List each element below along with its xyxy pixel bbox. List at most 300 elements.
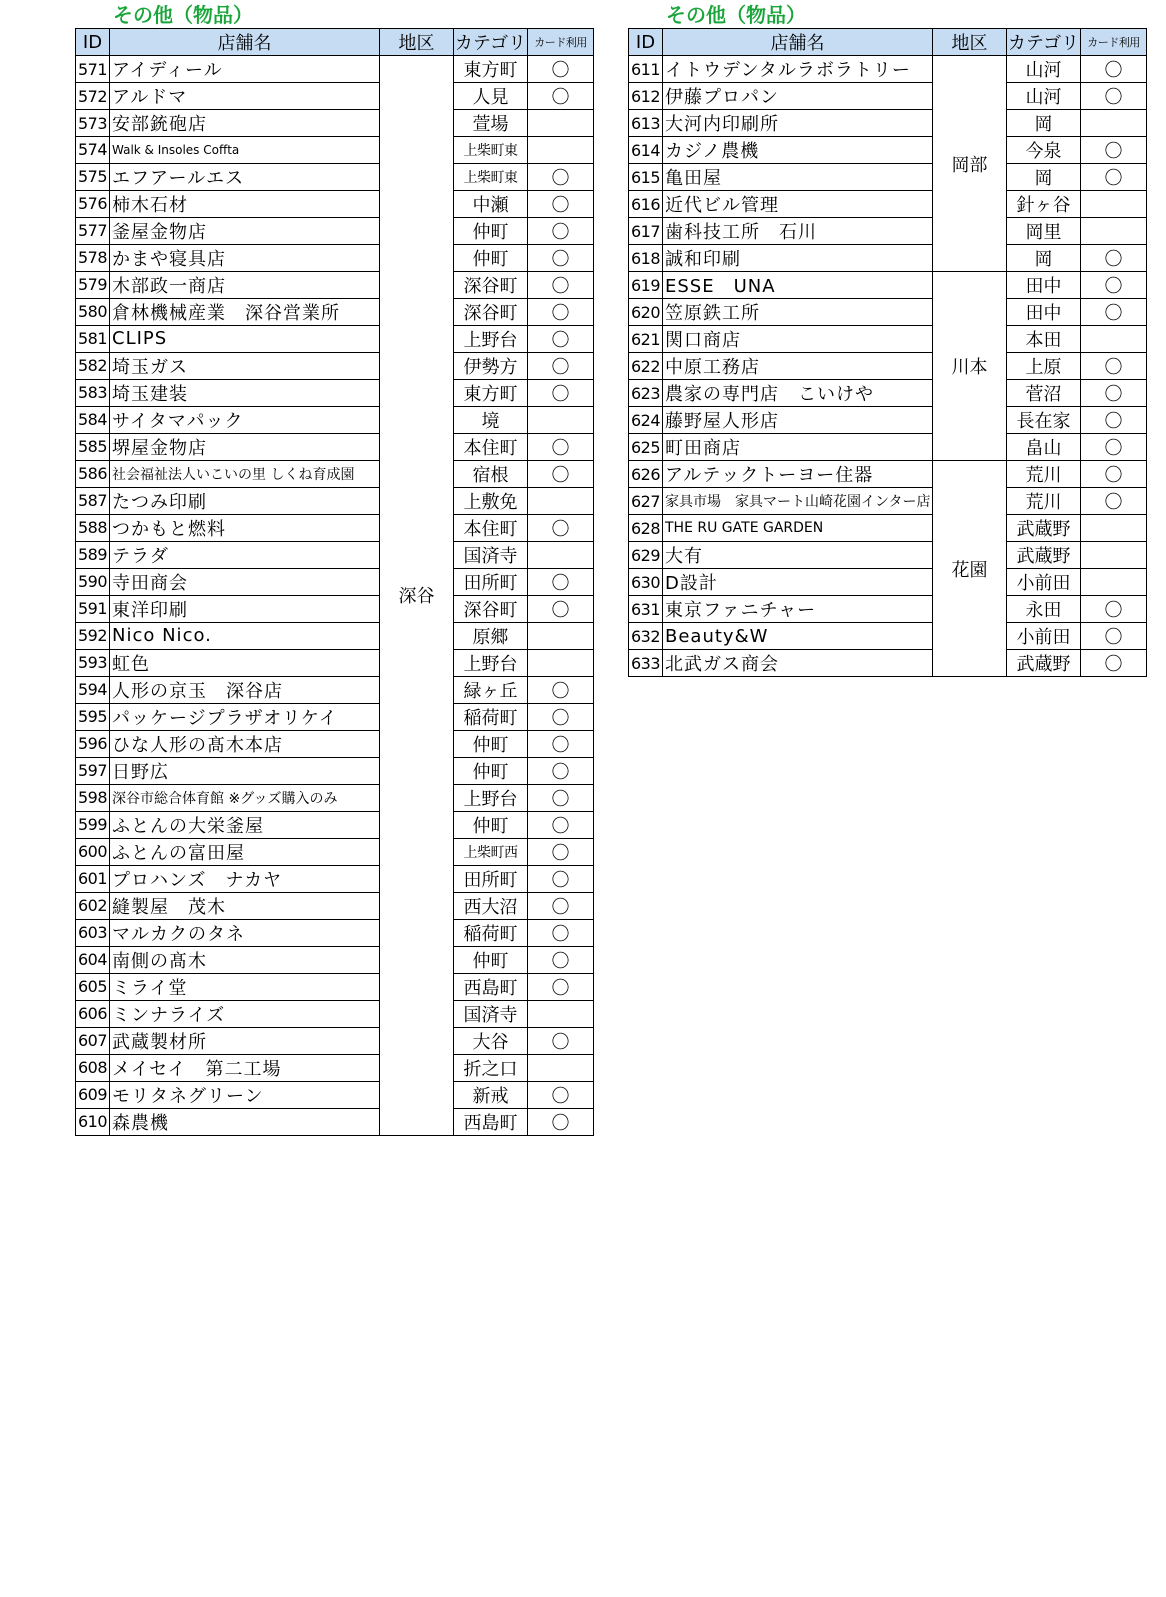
row-id: 587	[76, 487, 110, 514]
store-name: 社会福祉法人いこいの里 しくね育成園	[110, 460, 380, 487]
table-row	[629, 110, 1147, 137]
row-id: 603	[76, 919, 110, 946]
store-name: 歯科技工所 石川	[663, 218, 933, 245]
right-section	[628, 0, 1146, 677]
row-id: 575	[76, 163, 110, 190]
header-store-name: 店舗名	[663, 29, 933, 56]
row-id: 605	[76, 973, 110, 1000]
store-name: THE RU GATE GARDEN	[663, 515, 933, 542]
row-id: 578	[76, 244, 110, 271]
category-cell: 永田	[1007, 596, 1081, 623]
category-cell: 小前田	[1007, 623, 1081, 650]
card-usage-cell: 〇	[1081, 137, 1147, 164]
row-id: 593	[76, 649, 110, 676]
category-cell: 上柴町西	[454, 838, 528, 865]
table-row	[76, 1054, 594, 1081]
row-id: 632	[629, 623, 663, 650]
category-cell: 伊勢方	[454, 352, 528, 379]
row-id: 629	[629, 542, 663, 569]
category-cell: 西大沼	[454, 892, 528, 919]
table-row	[629, 326, 1147, 353]
card-usage-cell: 〇	[528, 784, 594, 811]
table-row	[629, 164, 1147, 191]
table-row	[76, 110, 594, 137]
card-usage-cell: 〇	[528, 514, 594, 541]
store-name: モリタネグリーン	[110, 1081, 380, 1108]
table-row	[76, 217, 594, 244]
store-name: 南側の髙木	[110, 946, 380, 973]
card-usage-cell	[1081, 326, 1147, 353]
card-usage-cell: 〇	[1081, 56, 1147, 83]
card-usage-cell: 〇	[528, 595, 594, 622]
store-name: 日野広	[110, 757, 380, 784]
card-usage-cell	[528, 406, 594, 433]
category-cell: 萱場	[454, 110, 528, 137]
row-id: 622	[629, 353, 663, 380]
table-row	[76, 1027, 594, 1054]
card-usage-cell	[528, 137, 594, 164]
store-name: つかもと燃料	[110, 514, 380, 541]
card-usage-cell: 〇	[528, 298, 594, 325]
card-usage-cell: 〇	[1081, 650, 1147, 677]
card-usage-cell: 〇	[528, 163, 594, 190]
store-name: 倉林機械産業 深谷営業所	[110, 298, 380, 325]
table-row	[76, 865, 594, 892]
category-cell: 新戒	[454, 1081, 528, 1108]
category-cell: 岡	[1007, 164, 1081, 191]
table-header-row	[76, 29, 594, 56]
row-id: 582	[76, 352, 110, 379]
table-row	[629, 56, 1147, 83]
card-usage-cell: 〇	[528, 244, 594, 271]
store-name: メイセイ 第二工場	[110, 1054, 380, 1081]
category-cell: 原郷	[454, 622, 528, 649]
row-id: 627	[629, 488, 663, 515]
table-row	[76, 703, 594, 730]
category-cell: 人見	[454, 83, 528, 110]
row-id: 623	[629, 380, 663, 407]
row-id: 601	[76, 865, 110, 892]
store-name: ESSE UNA	[663, 272, 933, 299]
store-name: マルカクのタネ	[110, 919, 380, 946]
category-cell: 岡里	[1007, 218, 1081, 245]
table-row	[76, 811, 594, 838]
table-row	[76, 1000, 594, 1027]
store-name: 釜屋金物店	[110, 217, 380, 244]
store-name: アイディール	[110, 56, 380, 83]
table-row	[76, 973, 594, 1000]
category-cell: 岡	[1007, 245, 1081, 272]
category-cell: 宿根	[454, 460, 528, 487]
card-usage-cell	[1081, 191, 1147, 218]
header-area: 地区	[933, 29, 1007, 56]
row-id: 591	[76, 595, 110, 622]
category-cell: 上柴町東	[454, 137, 528, 164]
table-row	[76, 433, 594, 460]
row-id: 611	[629, 56, 663, 83]
store-name: 木部政一商店	[110, 271, 380, 298]
table-row	[76, 379, 594, 406]
row-id: 608	[76, 1054, 110, 1081]
store-name: 埼玉ガス	[110, 352, 380, 379]
row-id: 581	[76, 325, 110, 352]
table-row	[76, 541, 594, 568]
category-cell: 菅沼	[1007, 380, 1081, 407]
category-cell: 田中	[1007, 272, 1081, 299]
card-usage-cell: 〇	[528, 676, 594, 703]
row-id: 613	[629, 110, 663, 137]
category-cell: 折之口	[454, 1054, 528, 1081]
store-name: 埼玉建装	[110, 379, 380, 406]
store-name: 家具市場 家具マート山崎花園インター店	[663, 488, 933, 515]
card-usage-cell: 〇	[528, 56, 594, 83]
store-name: 東京ファニチャー	[663, 596, 933, 623]
category-cell: 上野台	[454, 784, 528, 811]
card-usage-cell	[528, 487, 594, 514]
row-id: 572	[76, 83, 110, 110]
store-name: D設計	[663, 569, 933, 596]
category-cell: 仲町	[454, 730, 528, 757]
category-cell: 武蔵野	[1007, 650, 1081, 677]
card-usage-cell: 〇	[528, 1108, 594, 1135]
store-name: パッケージプラザオリケイ	[110, 703, 380, 730]
category-cell: 田中	[1007, 299, 1081, 326]
card-usage-cell	[528, 649, 594, 676]
store-name: 武蔵製材所	[110, 1027, 380, 1054]
store-name: 安部銃砲店	[110, 110, 380, 137]
store-name: エフアールエス	[110, 163, 380, 190]
category-cell: 緑ヶ丘	[454, 676, 528, 703]
category-cell: 大谷	[454, 1027, 528, 1054]
store-name: 大河内印刷所	[663, 110, 933, 137]
card-usage-cell: 〇	[1081, 596, 1147, 623]
table-row	[76, 622, 594, 649]
category-cell: 中瀬	[454, 190, 528, 217]
header-category: カテゴリ	[454, 29, 528, 56]
category-cell: 仲町	[454, 757, 528, 784]
row-id: 574	[76, 137, 110, 164]
table-row	[629, 137, 1147, 164]
table-row	[629, 596, 1147, 623]
card-usage-cell	[1081, 515, 1147, 542]
store-name: Walk & Insoles Coffta	[110, 137, 380, 164]
store-name: Beauty&W	[663, 623, 933, 650]
card-usage-cell	[528, 110, 594, 137]
store-name: かまや寝具店	[110, 244, 380, 271]
header-id: ID	[629, 29, 663, 56]
section-title: その他（物品）	[113, 3, 253, 27]
row-id: 590	[76, 568, 110, 595]
store-name: 近代ビル管理	[663, 191, 933, 218]
store-name: ふとんの大栄釜屋	[110, 811, 380, 838]
table-row	[76, 649, 594, 676]
card-usage-cell: 〇	[1081, 272, 1147, 299]
table-row	[76, 56, 594, 83]
store-name: イトウデンタルラボラトリー	[663, 56, 933, 83]
row-id: 620	[629, 299, 663, 326]
table-row	[76, 919, 594, 946]
category-cell: 上野台	[454, 325, 528, 352]
header-store-name: 店舗名	[110, 29, 380, 56]
store-name: 虹色	[110, 649, 380, 676]
table-header-row	[629, 29, 1147, 56]
category-cell: 長在家	[1007, 407, 1081, 434]
card-usage-cell: 〇	[528, 190, 594, 217]
table-row	[76, 595, 594, 622]
row-id: 580	[76, 298, 110, 325]
store-name: 柿木石材	[110, 190, 380, 217]
table-row	[629, 650, 1147, 677]
row-id: 585	[76, 433, 110, 460]
store-name: アルテックトーヨー住器	[663, 461, 933, 488]
table-row	[76, 298, 594, 325]
row-id: 610	[76, 1108, 110, 1135]
row-id: 598	[76, 784, 110, 811]
row-id: 607	[76, 1027, 110, 1054]
store-name: 人形の京玉 深谷店	[110, 676, 380, 703]
card-usage-cell: 〇	[1081, 299, 1147, 326]
table-row	[76, 838, 594, 865]
table-row	[629, 515, 1147, 542]
card-usage-cell: 〇	[528, 811, 594, 838]
area-cell: 岡部	[933, 56, 1007, 272]
row-id: 602	[76, 892, 110, 919]
card-usage-cell: 〇	[528, 1027, 594, 1054]
table-row	[76, 163, 594, 190]
category-cell: 山河	[1007, 56, 1081, 83]
row-id: 576	[76, 190, 110, 217]
card-usage-cell	[528, 622, 594, 649]
table-row	[76, 244, 594, 271]
category-cell: 上野台	[454, 649, 528, 676]
store-name: ミンナライズ	[110, 1000, 380, 1027]
table-row	[76, 514, 594, 541]
row-id: 621	[629, 326, 663, 353]
category-cell: 本田	[1007, 326, 1081, 353]
card-usage-cell: 〇	[528, 703, 594, 730]
table-row	[629, 380, 1147, 407]
table-row	[76, 352, 594, 379]
category-cell: 境	[454, 406, 528, 433]
store-name: 関口商店	[663, 326, 933, 353]
store-name: ふとんの富田屋	[110, 838, 380, 865]
store-name: 堺屋金物店	[110, 433, 380, 460]
category-cell: 西島町	[454, 1108, 528, 1135]
table-row	[76, 676, 594, 703]
table-row	[629, 299, 1147, 326]
card-usage-cell: 〇	[528, 865, 594, 892]
card-usage-cell: 〇	[1081, 83, 1147, 110]
table-row	[629, 272, 1147, 299]
store-name: 農家の専門店 こいけや	[663, 380, 933, 407]
table-row	[76, 1108, 594, 1135]
category-cell: 山河	[1007, 83, 1081, 110]
table-row	[76, 190, 594, 217]
category-cell: 稲荷町	[454, 919, 528, 946]
card-usage-cell	[1081, 542, 1147, 569]
category-cell: 本住町	[454, 514, 528, 541]
table-row	[76, 406, 594, 433]
row-id: 625	[629, 434, 663, 461]
card-usage-cell: 〇	[528, 460, 594, 487]
row-id: 573	[76, 110, 110, 137]
row-id: 633	[629, 650, 663, 677]
card-usage-cell: 〇	[1081, 434, 1147, 461]
row-id: 600	[76, 838, 110, 865]
card-usage-cell	[1081, 110, 1147, 137]
header-category: カテゴリ	[1007, 29, 1081, 56]
section-title: その他（物品）	[666, 3, 806, 27]
row-id: 619	[629, 272, 663, 299]
row-id: 596	[76, 730, 110, 757]
card-usage-cell: 〇	[528, 433, 594, 460]
category-cell: 小前田	[1007, 569, 1081, 596]
table-row	[629, 569, 1147, 596]
row-id: 606	[76, 1000, 110, 1027]
table-row	[629, 542, 1147, 569]
category-cell: 稲荷町	[454, 703, 528, 730]
row-id: 615	[629, 164, 663, 191]
card-usage-cell: 〇	[528, 271, 594, 298]
card-usage-cell: 〇	[528, 892, 594, 919]
store-name: たつみ印刷	[110, 487, 380, 514]
table-row	[629, 245, 1147, 272]
category-cell: 武蔵野	[1007, 515, 1081, 542]
card-usage-cell: 〇	[1081, 380, 1147, 407]
table-row	[76, 946, 594, 973]
row-id: 618	[629, 245, 663, 272]
category-cell: 武蔵野	[1007, 542, 1081, 569]
table-row	[76, 137, 594, 164]
table-row	[76, 83, 594, 110]
card-usage-cell: 〇	[1081, 353, 1147, 380]
card-usage-cell: 〇	[528, 568, 594, 595]
table-row	[76, 1081, 594, 1108]
card-usage-cell: 〇	[528, 838, 594, 865]
category-cell: 東方町	[454, 56, 528, 83]
store-name: アルドマ	[110, 83, 380, 110]
row-id: 592	[76, 622, 110, 649]
store-name: 寺田商会	[110, 568, 380, 595]
row-id: 595	[76, 703, 110, 730]
table-row	[629, 623, 1147, 650]
header-area: 地区	[380, 29, 454, 56]
card-usage-cell: 〇	[1081, 623, 1147, 650]
store-name: サイタマパック	[110, 406, 380, 433]
store-name: 伊藤プロパン	[663, 83, 933, 110]
card-usage-cell: 〇	[528, 757, 594, 784]
category-cell: 国済寺	[454, 1000, 528, 1027]
category-cell: 上原	[1007, 353, 1081, 380]
store-name: 亀田屋	[663, 164, 933, 191]
table-row	[629, 434, 1147, 461]
card-usage-cell: 〇	[1081, 245, 1147, 272]
table-row	[76, 271, 594, 298]
card-usage-cell: 〇	[528, 730, 594, 757]
category-cell: 荒川	[1007, 488, 1081, 515]
store-table	[75, 28, 594, 1136]
row-id: 624	[629, 407, 663, 434]
row-id: 609	[76, 1081, 110, 1108]
card-usage-cell: 〇	[528, 973, 594, 1000]
category-cell: 畠山	[1007, 434, 1081, 461]
store-name: カジノ農機	[663, 137, 933, 164]
table-row	[629, 218, 1147, 245]
store-name: 笠原鉄工所	[663, 299, 933, 326]
card-usage-cell: 〇	[528, 1081, 594, 1108]
table-row	[76, 568, 594, 595]
card-usage-cell	[1081, 218, 1147, 245]
category-cell: 上敷免	[454, 487, 528, 514]
row-id: 586	[76, 460, 110, 487]
table-row	[629, 191, 1147, 218]
row-id: 571	[76, 56, 110, 83]
card-usage-cell: 〇	[528, 919, 594, 946]
table-row	[76, 487, 594, 514]
card-usage-cell: 〇	[528, 946, 594, 973]
category-cell: 仲町	[454, 946, 528, 973]
category-cell: 荒川	[1007, 461, 1081, 488]
row-id: 599	[76, 811, 110, 838]
card-usage-cell	[1081, 569, 1147, 596]
row-id: 614	[629, 137, 663, 164]
table-row	[629, 83, 1147, 110]
store-name: CLIPS	[110, 325, 380, 352]
row-id: 630	[629, 569, 663, 596]
row-id: 584	[76, 406, 110, 433]
row-id: 594	[76, 676, 110, 703]
store-name: 深谷市総合体育館 ※グッズ購入のみ	[110, 784, 380, 811]
table-row	[76, 892, 594, 919]
row-id: 617	[629, 218, 663, 245]
category-cell: 田所町	[454, 568, 528, 595]
card-usage-cell	[528, 1054, 594, 1081]
table-row	[629, 407, 1147, 434]
row-id: 631	[629, 596, 663, 623]
store-name: 東洋印刷	[110, 595, 380, 622]
card-usage-cell: 〇	[528, 379, 594, 406]
category-cell: 深谷町	[454, 298, 528, 325]
card-usage-cell	[528, 1000, 594, 1027]
store-name: 誠和印刷	[663, 245, 933, 272]
category-cell: 深谷町	[454, 271, 528, 298]
store-name: 中原工務店	[663, 353, 933, 380]
header-card-usage: カード利用	[1081, 29, 1147, 56]
table-row	[76, 730, 594, 757]
table-row	[76, 784, 594, 811]
card-usage-cell: 〇	[528, 352, 594, 379]
row-id: 583	[76, 379, 110, 406]
area-cell: 川本	[933, 272, 1007, 461]
table-row	[76, 325, 594, 352]
row-id: 616	[629, 191, 663, 218]
card-usage-cell	[528, 541, 594, 568]
category-cell: 今泉	[1007, 137, 1081, 164]
category-cell: 仲町	[454, 217, 528, 244]
store-name: Nico Nico.	[110, 622, 380, 649]
card-usage-cell: 〇	[528, 83, 594, 110]
category-cell: 上柴町東	[454, 163, 528, 190]
row-id: 589	[76, 541, 110, 568]
category-cell: 本住町	[454, 433, 528, 460]
table-row	[629, 353, 1147, 380]
store-name: 町田商店	[663, 434, 933, 461]
store-name: 縫製屋 茂木	[110, 892, 380, 919]
area-cell: 深谷	[380, 56, 454, 1136]
store-name: 北武ガス商会	[663, 650, 933, 677]
card-usage-cell: 〇	[1081, 407, 1147, 434]
header-id: ID	[76, 29, 110, 56]
